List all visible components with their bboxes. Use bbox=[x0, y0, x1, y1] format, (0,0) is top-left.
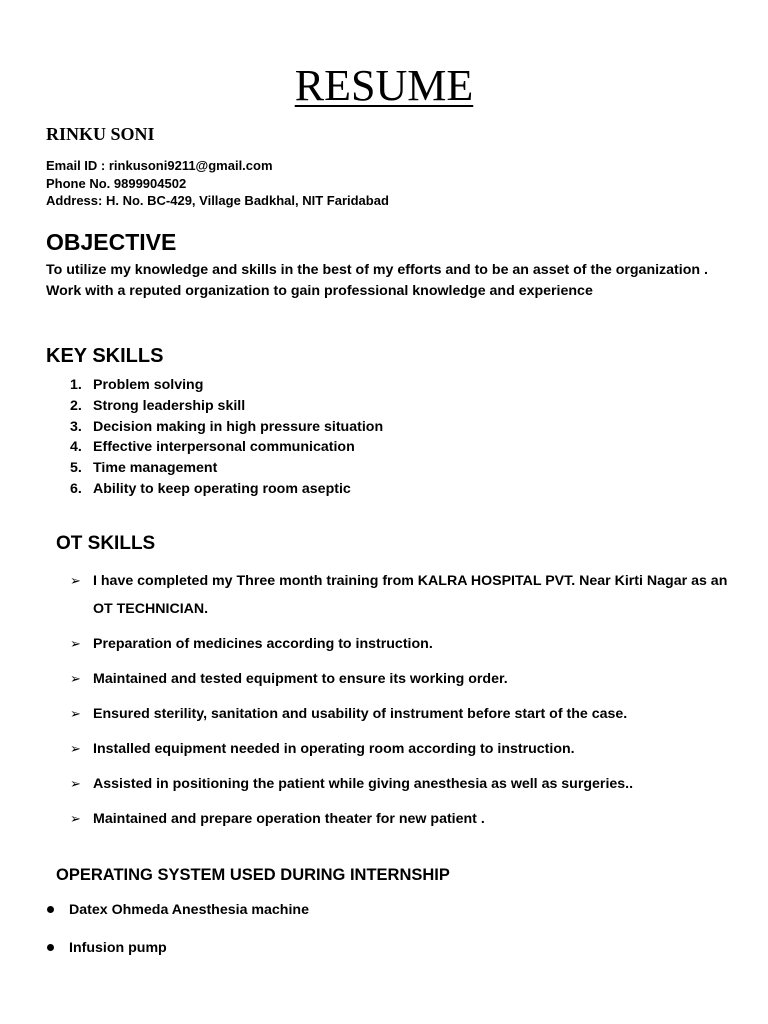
list-item-text: Problem solving bbox=[93, 377, 204, 393]
ot-skills-heading: OT SKILLS bbox=[56, 533, 156, 554]
list-item-text: Assisted in positioning the patient while giving anesthesia as well as surgeries.. bbox=[93, 776, 634, 792]
arrow-bullet-icon: ➢ bbox=[70, 741, 81, 756]
key-skills-list bbox=[70, 375, 383, 500]
list-item-text: Preparation of medicines according to instruction. bbox=[93, 636, 433, 652]
arrow-bullet-icon: ➢ bbox=[70, 636, 81, 651]
list-item-text: Effective interpersonal communication bbox=[93, 439, 355, 456]
round-bullet-icon bbox=[47, 906, 54, 913]
arrow-bullet-icon: ➢ bbox=[70, 573, 81, 588]
list-item-text: Strong leadership skill bbox=[93, 397, 246, 414]
list-item-text: Installed equipment needed in operating room according to instruction. bbox=[93, 741, 575, 757]
list-number: 6. bbox=[70, 480, 82, 497]
list-number: 5. bbox=[70, 460, 82, 477]
list-item bbox=[70, 417, 383, 438]
round-bullet-icon bbox=[47, 944, 54, 951]
list-item bbox=[70, 458, 383, 479]
list-item-text: I have completed my Three month training from KALRA HOSPITAL PVT. Near Kirti Nagar as an OT TECHNICIAN. bbox=[93, 573, 728, 617]
objective-text: To utilize my knowledge and skills in the best of my efforts and to be an asset of the organization . Work with a reputed organization to gain professional knowledge and experience bbox=[46, 262, 708, 299]
arrow-bullet-icon: ➢ bbox=[70, 706, 81, 721]
arrow-bullet-icon: ➢ bbox=[70, 671, 81, 686]
list-item-text: Time management bbox=[93, 460, 218, 477]
list-item bbox=[70, 437, 383, 458]
ot-skills-list bbox=[70, 567, 730, 840]
list-item-text: Ability to keep operating room aseptic bbox=[93, 480, 351, 497]
phone-line: Phone No. 9899904502 bbox=[46, 175, 187, 191]
list-item bbox=[70, 396, 383, 417]
objective-heading: OBJECTIVE bbox=[46, 229, 177, 255]
arrow-bullet-icon: ➢ bbox=[70, 776, 81, 791]
list-item bbox=[46, 899, 309, 937]
list-item bbox=[70, 805, 730, 833]
list-item bbox=[70, 375, 383, 396]
list-item bbox=[70, 665, 730, 693]
list-item-text: Datex Ohmeda Anesthesia machine bbox=[69, 902, 309, 918]
list-item-text: Maintained and tested equipment to ensure its working order. bbox=[93, 671, 508, 687]
list-item-text: Ensured sterility, sanitation and usability of instrument before start of the case. bbox=[93, 706, 628, 722]
address-line: Address: H. No. BC-429, Village Badkhal, NIT Faridabad bbox=[46, 193, 389, 208]
contact-block bbox=[46, 157, 389, 210]
list-item bbox=[70, 479, 383, 500]
arrow-bullet-icon: ➢ bbox=[70, 811, 81, 826]
list-number: 3. bbox=[70, 418, 82, 435]
list-item bbox=[70, 770, 730, 798]
list-number: 1. bbox=[70, 377, 82, 393]
list-item-text: Maintained and prepare operation theater for new patient . bbox=[93, 811, 485, 827]
list-item bbox=[70, 630, 730, 658]
list-item bbox=[70, 567, 730, 623]
list-item-text: Decision making in high pressure situation bbox=[93, 418, 384, 435]
list-item-text: Infusion pump bbox=[69, 940, 167, 956]
candidate-name: RINKU SONI bbox=[46, 124, 155, 144]
page-title: RESUME bbox=[294, 61, 474, 110]
key-skills-heading: KEY SKILLS bbox=[46, 345, 164, 367]
list-item bbox=[70, 700, 730, 728]
list-item bbox=[46, 937, 309, 975]
list-number: 4. bbox=[70, 439, 82, 456]
list-item bbox=[70, 735, 730, 763]
operating-system-heading: OPERATING SYSTEM USED DURING INTERNSHIP bbox=[56, 866, 450, 884]
email-line: Email ID : rinkusoni9211@gmail.com bbox=[46, 158, 273, 173]
list-number: 2. bbox=[70, 397, 82, 414]
operating-system-list bbox=[46, 899, 309, 975]
